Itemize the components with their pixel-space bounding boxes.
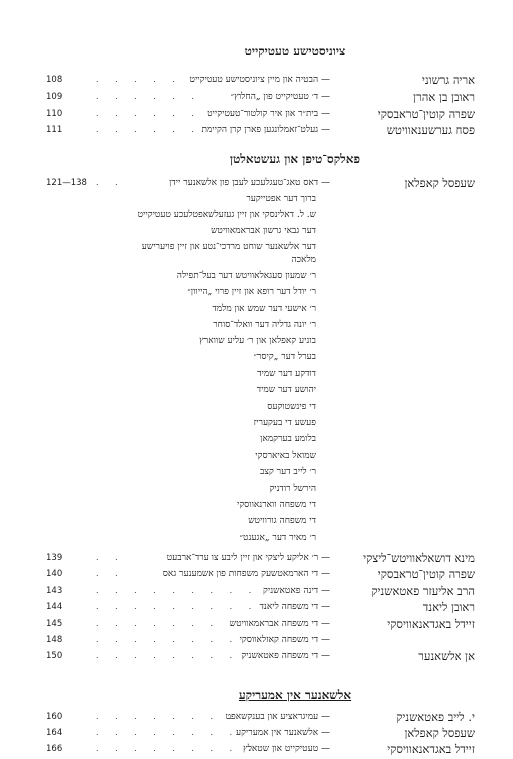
section-heading: ציוניסטישע טעטיקייט <box>244 44 346 58</box>
toc-entry <box>0 514 513 528</box>
page-number: 166 <box>46 744 63 754</box>
entry-title: ש. ל. דאלינסקי און זיין געזעלשאפטלעכע טעטיקייט <box>137 210 316 220</box>
dot-leader: . . . . . . . . . <box>96 635 259 644</box>
page-number: 144 <box>46 602 63 612</box>
entry-title: די פינשטוקעס <box>267 402 316 412</box>
dot-leader: . . . . . . <box>96 125 201 134</box>
toc-entry <box>0 400 513 414</box>
toc-entry <box>0 302 513 316</box>
toc-entry <box>0 710 513 724</box>
entry-author: אריה גרשוני <box>421 73 475 87</box>
page-number: 109 <box>46 92 63 102</box>
entry-title: פעשע די בעקעריז <box>253 418 316 428</box>
page-number: 145 <box>46 619 63 629</box>
entry-title: ר׳ אישעי דער שמש און מלמד <box>212 304 316 314</box>
entry-author: ראובן בן אהרן <box>413 90 475 104</box>
entry-author: פסח גערשענאוויטש <box>386 123 475 137</box>
entry-title: — די משפחה קאזלאווסקי <box>239 635 330 645</box>
toc-entry <box>0 350 513 364</box>
toc-entry <box>0 482 513 496</box>
toc-entry <box>0 465 513 479</box>
toc-entry <box>0 498 513 512</box>
toc-entry <box>0 367 513 381</box>
toc-entry <box>0 742 513 756</box>
entry-author: מינא דושאלאוויטש־ליצקי <box>363 551 475 565</box>
entry-title: די משפחה גורוויטש <box>248 516 316 526</box>
page-number: 150 <box>46 651 63 661</box>
entry-title: — געלט־זאמלונגען פארן קרן הקיימת <box>201 125 330 135</box>
dot-leader: . . <box>96 553 125 562</box>
toc-entry <box>0 73 513 87</box>
page-number: 143 <box>46 586 63 596</box>
toc-entry <box>0 208 513 222</box>
section-heading: פאלקס־טיפן און געשטאלטן <box>230 152 360 166</box>
page-number: 121—138 <box>46 178 87 188</box>
page-number: 160 <box>46 712 63 722</box>
toc-entry <box>0 567 513 581</box>
entry-title: שמואל באיארסקי <box>255 451 316 461</box>
dot-leader: . . . . . . <box>96 75 201 84</box>
page-number: 108 <box>46 75 63 85</box>
toc-entry <box>0 449 513 463</box>
toc-entry <box>0 383 513 397</box>
entry-title: ברוך דער אפטייקער <box>246 194 316 204</box>
entry-author: שפרה קוטין־טראבסקי <box>377 107 475 121</box>
entry-author: שעפסל קאפלאן <box>404 726 475 740</box>
dot-leader: . . . . . . . . . <box>96 744 259 753</box>
entry-author: שפרה קוטין־טראבסקי <box>377 567 475 581</box>
entry-title: בלומע בערקמאן <box>260 434 316 444</box>
toc-entry <box>0 726 513 740</box>
entry-title: ר׳ לייב דער קצב <box>259 467 316 477</box>
dot-leader: . . . . . . <box>96 92 201 101</box>
dot-leader: . . . . . . . . . <box>96 602 259 611</box>
dot-leader: . . . . . . . . <box>96 619 240 628</box>
toc-entry <box>0 123 513 137</box>
entry-title: — די משפחה אבראמאוויטש <box>229 619 330 629</box>
toc-entry <box>0 318 513 332</box>
dot-leader: . . . . . . <box>96 109 201 118</box>
entry-title: — אלשאנער אין אמעריקע <box>236 728 330 738</box>
entry-title: — עמיגראציע און בענקשאפט <box>225 712 330 722</box>
entry-title: ר׳ שמעון סעגאלאוויטש דער בעל־תפילה <box>176 271 316 281</box>
entry-title: — הבטיה און מיין ציוניסטישע טעטיקייט <box>189 75 330 85</box>
toc-entry <box>0 285 513 299</box>
entry-author: אן אלשאנער <box>418 649 475 663</box>
entry-title: — בית״ר און איר קולטור־טעטיקייט <box>207 109 330 119</box>
dot-leader: . . . . . . . . <box>96 712 240 721</box>
entry-title: דער אלשאנער שוחט מרדכי־נטע און זיין פויערישע <box>141 242 316 252</box>
toc-entry <box>0 551 513 565</box>
page-number: 164 <box>46 728 63 738</box>
page-number: 110 <box>46 109 63 119</box>
toc-entry <box>0 600 513 614</box>
dot-leader: . . <box>96 178 125 187</box>
toc-entry <box>0 531 513 545</box>
toc-entry <box>0 224 513 238</box>
toc-entry <box>0 334 513 348</box>
entry-title: בערל דער „קיסר״ <box>253 352 316 362</box>
toc-entry <box>0 253 513 267</box>
entry-title: — דאס טאג־טעגלעכע לעבן פון אלשאנער יידן <box>169 178 330 188</box>
entry-title: די משפחה ווארנאווסקי <box>237 500 316 510</box>
entry-title: ר׳ מאיר דער „אגענט״ <box>239 533 316 543</box>
entry-title: מלאכה <box>291 255 316 265</box>
page-number: 111 <box>46 125 63 135</box>
entry-title: ר׳ יונה גדליה דער וואלד־סוחר <box>213 320 316 330</box>
toc-entry <box>0 269 513 283</box>
entry-author: זיידל באגדאנאוויסקי <box>387 617 475 631</box>
toc-entry <box>0 432 513 446</box>
toc-entry <box>0 192 513 206</box>
entry-title: — די משפחה ליאנד <box>259 602 330 612</box>
entry-title: — ר׳ אליקע ליצקי און זיין ליבע צו ערד־ארבעט <box>166 553 330 563</box>
dot-leader: . . . . . . . . . <box>96 586 259 595</box>
entry-title: דער גבאי גרשון אבראמאוויטש <box>211 226 316 236</box>
entry-title: דודקע דער שמיד <box>257 369 316 379</box>
toc-entry <box>0 584 513 598</box>
section-heading: אלשאנער אין אמעריקע <box>238 688 352 702</box>
toc-entry <box>0 176 513 190</box>
entry-title: בוניע קאפלאן און ר׳ עליע שווארץ <box>199 336 316 346</box>
entry-title: — טעטיקייט און שטאלץ <box>243 744 330 754</box>
entry-title: — די הארמאטשעק משפחות פון אשמענער גאס <box>162 569 330 579</box>
dot-leader: . . . . . . . . . <box>96 651 259 660</box>
entry-author: שעפסל קאפלאן <box>404 176 475 190</box>
toc-entry <box>0 107 513 121</box>
entry-title: יהושע דער שמיד <box>256 385 316 395</box>
dot-leader: . . . . . . . . <box>96 728 240 737</box>
entry-author: זיידל באגדאנאוויסקי <box>387 742 475 756</box>
toc-entry <box>0 240 513 254</box>
entry-title: ר׳ יודל דער רופא און זיין פרוי „הייוון״ <box>187 287 316 297</box>
dot-leader: . . <box>96 569 125 578</box>
toc-entry <box>0 649 513 663</box>
entry-title: הירשל רודניק <box>269 484 316 494</box>
entry-title: — ד׳ טעטיקייט פון „החלוץ״ <box>230 92 330 102</box>
page-number: 148 <box>46 635 63 645</box>
toc-entry <box>0 90 513 104</box>
entry-author: הרב אליעזר פאטאשניק <box>371 584 475 598</box>
toc-entry <box>0 617 513 631</box>
entry-author: י. לייב פאטאשניק <box>396 710 475 724</box>
page-number: 140 <box>46 569 63 579</box>
toc-entry <box>0 633 513 647</box>
entry-title: — דינה פאטאשניק <box>263 586 330 596</box>
entry-author: ראובן ליאנד <box>422 600 475 614</box>
entry-title: — די משפחה פאטאשניק <box>241 651 330 661</box>
toc-entry <box>0 416 513 430</box>
page-number: 139 <box>46 553 63 563</box>
